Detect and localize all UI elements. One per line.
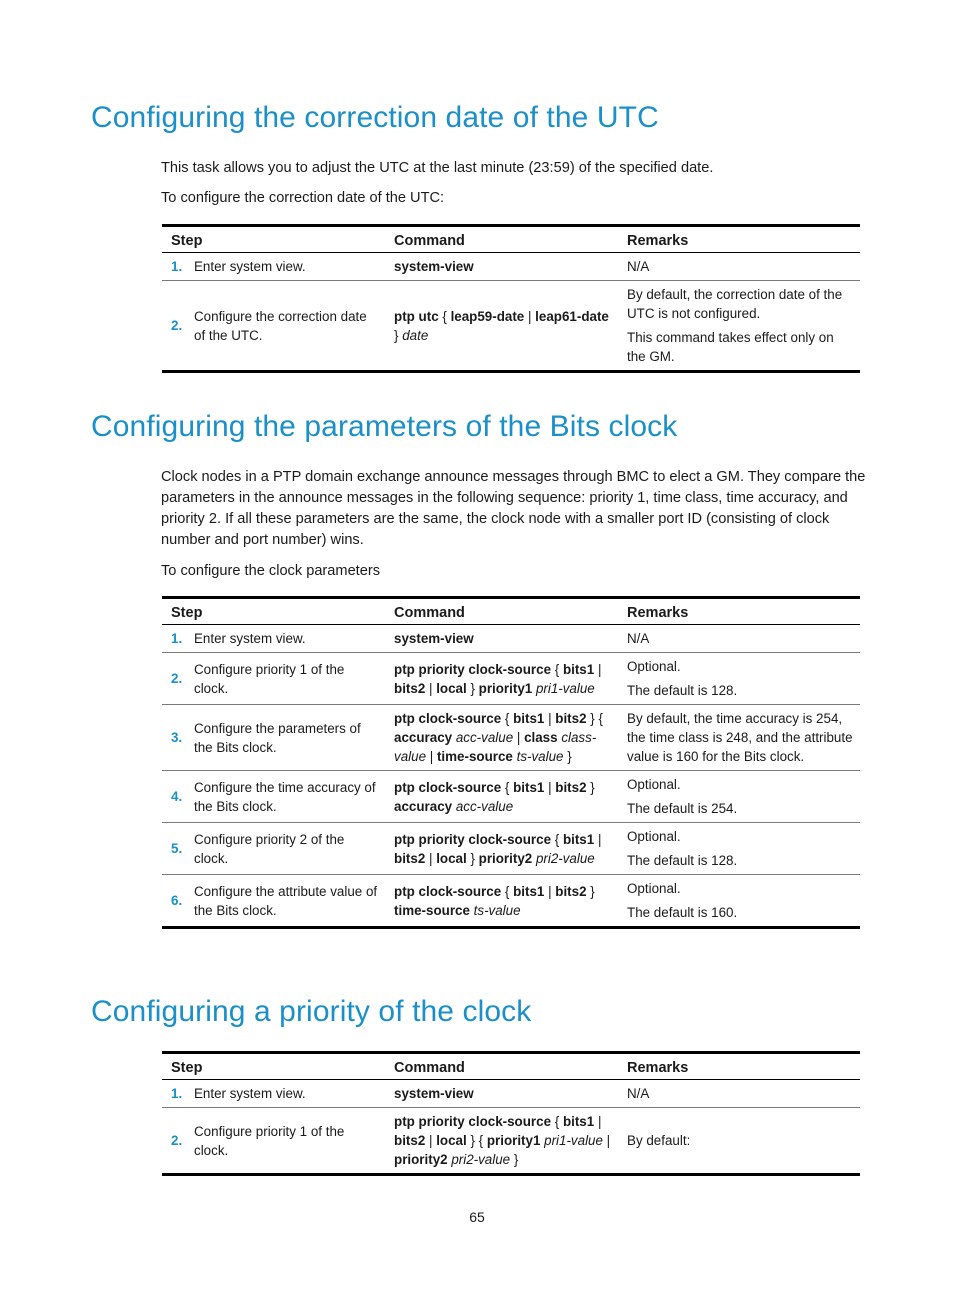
command-keyword: priority2 [478, 850, 533, 866]
command-argument: ts-value [516, 749, 564, 764]
command-keyword: ptp utc [394, 308, 439, 324]
step-number: 4. [162, 771, 194, 823]
command-cell [394, 1080, 627, 1108]
command-syntax: } [586, 883, 599, 899]
command-keyword: bits1 [562, 661, 595, 677]
bits-clock-steps-table [162, 596, 860, 929]
remarks-cell [627, 875, 860, 928]
command-syntax: } { [586, 711, 607, 726]
command-keyword: priority1 [486, 1133, 541, 1148]
remarks-cell [627, 823, 860, 875]
header-step: Step [162, 598, 394, 625]
command-keyword: system-view [394, 1086, 474, 1101]
step-description: Enter system view. [194, 625, 394, 653]
table-header-row [162, 598, 860, 625]
command-syntax: { [438, 308, 451, 324]
command-cell [394, 771, 627, 823]
command-syntax: { [501, 711, 514, 726]
table-row [162, 253, 860, 281]
utc-intro-paragraph: This task allows you to adjust the UTC at the last minute (23:59) of the specified date. [161, 160, 714, 176]
command-argument: date [402, 327, 429, 343]
command-keyword: local [436, 850, 467, 866]
command-syntax: { [551, 831, 563, 847]
remarks-cell [627, 281, 860, 372]
remark-text: By default: [627, 1133, 691, 1148]
remarks-cell [627, 1108, 860, 1175]
remarks-cell [627, 653, 860, 705]
command-keyword: ptp priority clock-source [394, 831, 552, 847]
command-syntax: } [394, 308, 613, 343]
command-keyword: priority2 [394, 1152, 448, 1167]
command-syntax: } [586, 779, 599, 795]
remark-text: The default is 160. [627, 905, 738, 920]
command-keyword: bits2 [555, 883, 587, 899]
command-cell [394, 281, 627, 372]
command-keyword: accuracy [394, 798, 453, 814]
command-syntax: { [501, 779, 514, 795]
remarks-cell [627, 771, 860, 823]
remarks-cell [627, 253, 860, 281]
remark-text: Optional. [627, 829, 681, 844]
command-syntax: | [594, 831, 606, 847]
command-syntax: | [426, 749, 437, 764]
remark-text: The default is 128. [627, 683, 738, 698]
header-step: Step [162, 226, 394, 253]
header-command: Command [394, 226, 627, 253]
section-heading-utc-correction: Configuring the correction date of the UTC [91, 101, 659, 134]
step-description: Configure the attribute value of the Bits clock. [194, 875, 394, 928]
command-syntax: | [425, 1133, 437, 1148]
command-cell [394, 823, 627, 875]
command-syntax: | [425, 850, 437, 866]
command-syntax: } [510, 1152, 519, 1167]
command-syntax: { [501, 883, 514, 899]
command-keyword: ptp priority clock-source [394, 1114, 552, 1129]
command-argument: acc-value [455, 798, 514, 814]
command-keyword: priority1 [478, 680, 533, 696]
command-keyword: bits1 [513, 883, 545, 899]
command-cell [394, 625, 627, 653]
command-cell [394, 705, 627, 771]
command-keyword: bits1 [513, 711, 545, 726]
command-syntax: | [594, 661, 606, 677]
command-syntax: | [594, 1114, 606, 1129]
command-cell [394, 253, 627, 281]
remark-text: N/A [627, 259, 650, 274]
bits-clock-intro-paragraph: Clock nodes in a PTP domain exchange announce messages through BMC to elect a GM. They compare the parameters in the announce messages in the following sequence: priority 1, time class, time accuracy, and priority 2. If all these parameters are the same, the clock node with a smaller port ID (consisting of clock number and port number) wins. [161, 469, 866, 548]
utc-lead-paragraph: To configure the correction date of the UTC: [161, 190, 445, 206]
step-description: Configure priority 1 of the clock. [194, 1108, 394, 1175]
command-syntax: | [544, 883, 556, 899]
section-heading-bits-clock: Configuring the parameters of the Bits clock [91, 410, 678, 443]
step-number: 1. [162, 625, 194, 653]
command-keyword: bits2 [394, 850, 426, 866]
remark-text: Optional. [627, 777, 681, 792]
command-keyword: system-view [394, 631, 474, 646]
command-keyword: bits1 [562, 1114, 595, 1129]
remarks-cell [627, 1080, 860, 1108]
header-remarks: Remarks [627, 598, 860, 625]
command-keyword: accuracy [394, 730, 453, 745]
command-keyword: ptp clock-source [394, 711, 502, 726]
command-syntax: { [551, 1114, 563, 1129]
remarks-cell [627, 705, 860, 771]
command-keyword: time-source [436, 749, 513, 764]
header-command: Command [394, 1053, 627, 1080]
command-keyword: local [436, 1133, 467, 1148]
table-row [162, 281, 860, 372]
command-keyword: ptp priority clock-source [394, 661, 552, 677]
table-row [162, 823, 860, 875]
command-syntax: | [544, 711, 556, 726]
remark-text: By default, the time accuracy is 254, the time class is 248, and the attribute value is 160 for the Bits clock. [627, 711, 853, 764]
command-syntax: | [524, 308, 536, 324]
command-keyword: bits1 [513, 779, 545, 795]
step-description: Enter system view. [194, 1080, 394, 1108]
step-number: 3. [162, 705, 194, 771]
remarks-cell [627, 625, 860, 653]
command-argument: class-value [394, 730, 597, 764]
step-number: 2. [162, 653, 194, 705]
utc-steps-table [162, 224, 860, 373]
table-row [162, 705, 860, 771]
table-row [162, 771, 860, 823]
command-keyword: system-view [394, 259, 474, 274]
command-keyword: leap61-date [535, 308, 609, 324]
header-remarks: Remarks [627, 1053, 860, 1080]
command-syntax: | [602, 1133, 614, 1148]
command-keyword: bits2 [555, 779, 587, 795]
remark-text: N/A [627, 631, 650, 646]
remark-text: The default is 254. [627, 801, 738, 816]
remark-text: Optional. [627, 881, 681, 896]
remark-text: The default is 128. [627, 853, 738, 868]
step-number: 1. [162, 253, 194, 281]
bits-clock-lead-paragraph: To configure the clock parameters [161, 563, 381, 579]
command-keyword: class [524, 730, 558, 745]
step-number: 5. [162, 823, 194, 875]
command-argument: pri1-value [544, 1133, 603, 1148]
command-keyword: ptp clock-source [394, 883, 502, 899]
remark-text: N/A [627, 1086, 650, 1101]
table-header-row [162, 226, 860, 253]
step-description: Configure the time accuracy of the Bits clock. [194, 771, 394, 823]
table-row [162, 875, 860, 928]
command-keyword: bits2 [394, 680, 426, 696]
table-row [162, 1080, 860, 1108]
step-number: 6. [162, 875, 194, 928]
command-syntax: | [425, 680, 437, 696]
command-syntax: } [466, 850, 479, 866]
command-syntax: { [551, 661, 563, 677]
step-number: 2. [162, 1108, 194, 1175]
command-keyword: time-source [394, 902, 470, 918]
step-number: 1. [162, 1080, 194, 1108]
table-row [162, 1108, 860, 1175]
step-description: Configure priority 2 of the clock. [194, 823, 394, 875]
command-syntax: | [544, 779, 556, 795]
command-syntax: | [513, 730, 525, 745]
command-syntax: } [563, 749, 572, 764]
command-cell [394, 653, 627, 705]
command-keyword: bits2 [555, 711, 587, 726]
table-row [162, 653, 860, 705]
command-keyword: bits2 [394, 1133, 426, 1148]
command-argument: pri2-value [535, 850, 595, 866]
command-syntax: } [466, 680, 479, 696]
table-header-row [162, 1053, 860, 1080]
command-keyword: ptp clock-source [394, 779, 502, 795]
page-number: 65 [469, 1209, 485, 1225]
command-cell [394, 1108, 627, 1175]
clock-priority-steps-table [162, 1051, 860, 1176]
remark-text: By default, the correction date of the UTC is not configured. [627, 287, 843, 321]
step-number: 2. [162, 281, 194, 372]
command-argument: ts-value [473, 902, 521, 918]
command-syntax: } { [466, 1133, 487, 1148]
step-description: Configure the correction date of the UTC. [194, 281, 394, 372]
step-description: Configure the parameters of the Bits clock. [194, 705, 394, 771]
section-heading-clock-priority: Configuring a priority of the clock [91, 995, 532, 1028]
command-keyword: leap59-date [450, 308, 525, 324]
step-description: Configure priority 1 of the clock. [194, 653, 394, 705]
header-step: Step [162, 1053, 394, 1080]
command-argument: pri2-value [451, 1152, 511, 1167]
command-cell [394, 875, 627, 928]
header-remarks: Remarks [627, 226, 860, 253]
step-description: Enter system view. [194, 253, 394, 281]
command-keyword: bits1 [562, 831, 595, 847]
command-argument: pri1-value [535, 680, 595, 696]
remark-text: Optional. [627, 659, 681, 674]
command-keyword: local [436, 680, 467, 696]
header-command: Command [394, 598, 627, 625]
table-row [162, 625, 860, 653]
command-argument: acc-value [455, 730, 514, 745]
remark-text: This command takes effect only on the GM. [627, 330, 834, 364]
